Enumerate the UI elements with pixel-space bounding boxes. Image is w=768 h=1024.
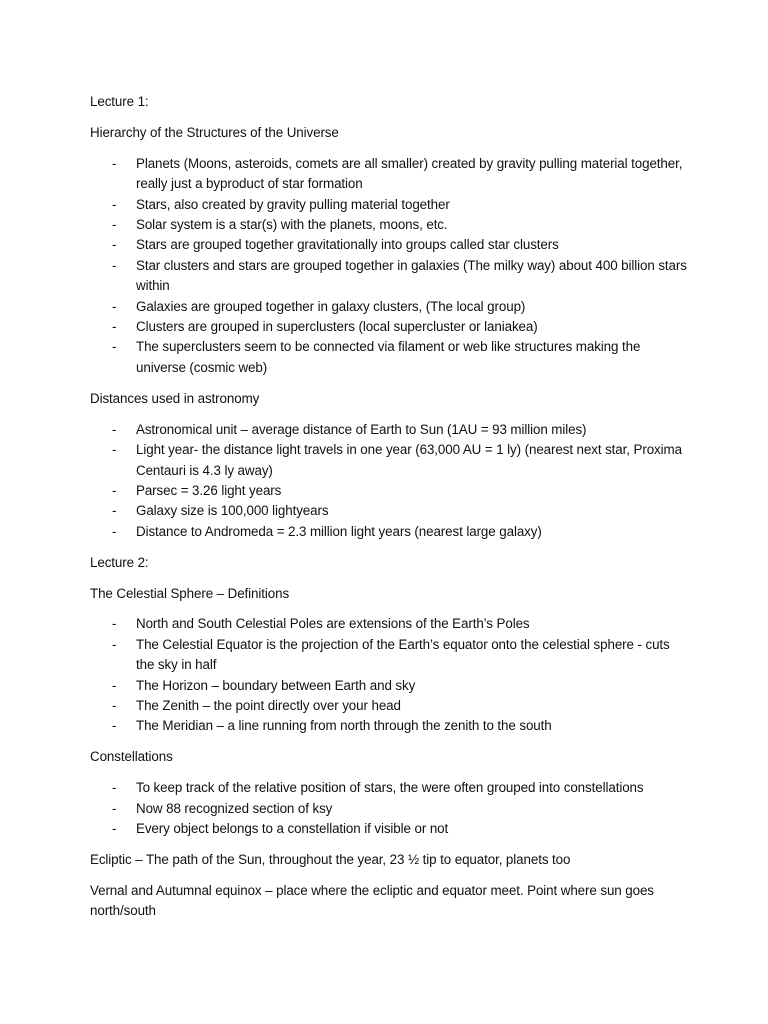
list-item-text: The Horizon – boundary between Earth and sky bbox=[136, 677, 416, 693]
list-item-text: The superclusters seem to be connected via filament or web like structures making the universe (cosmic web) bbox=[136, 339, 641, 375]
list-item bbox=[90, 235, 690, 255]
list-item-text: Parsec = 3.26 light years bbox=[136, 482, 282, 498]
dash-bullet-icon: - bbox=[112, 421, 117, 437]
list-item bbox=[90, 676, 690, 696]
bullet-list bbox=[90, 420, 690, 542]
bullet-list bbox=[90, 614, 690, 736]
paragraph: Constellations bbox=[90, 749, 173, 765]
list-item-text: Now 88 recognized section of ksy bbox=[136, 800, 333, 816]
list-item-text: Every object belongs to a constellation if visible or not bbox=[136, 821, 449, 837]
list-item bbox=[90, 696, 690, 716]
list-item bbox=[90, 215, 690, 235]
paragraph: The Celestial Sphere – Definitions bbox=[90, 585, 290, 601]
paragraph: Vernal and Autumnal equinox – place where the ecliptic and equator meet. Point where sun goes north/south bbox=[90, 882, 654, 919]
list-item bbox=[90, 154, 690, 195]
list-item bbox=[90, 522, 690, 542]
dash-bullet-icon: - bbox=[112, 503, 117, 519]
dash-bullet-icon: - bbox=[112, 442, 117, 458]
bullet-list bbox=[90, 154, 690, 378]
dash-bullet-icon: - bbox=[112, 616, 117, 632]
list-item bbox=[90, 778, 690, 798]
list-item-text: Stars are grouped together gravitationally into groups called star clusters bbox=[136, 237, 559, 253]
dash-bullet-icon: - bbox=[112, 677, 117, 693]
paragraph: Hierarchy of the Structures of the Universe bbox=[90, 124, 339, 140]
dash-bullet-icon: - bbox=[112, 523, 117, 539]
dash-bullet-icon: - bbox=[112, 319, 117, 335]
dash-bullet-icon: - bbox=[112, 237, 117, 253]
list-item-text: Distance to Andromeda = 2.3 million light years (nearest large galaxy) bbox=[136, 523, 542, 539]
dash-bullet-icon: - bbox=[112, 636, 117, 652]
list-item bbox=[90, 420, 690, 440]
dash-bullet-icon: - bbox=[112, 718, 117, 734]
paragraph: Distances used in astronomy bbox=[90, 390, 260, 406]
list-item-text: The Celestial Equator is the projection of the Earth’s equator onto the celestial sphere - cuts the sky in half bbox=[136, 636, 670, 673]
list-item-text: The Meridian – a line running from north through the zenith to the south bbox=[136, 718, 552, 734]
dash-bullet-icon: - bbox=[112, 800, 117, 816]
list-item bbox=[90, 799, 690, 819]
list-item-text: Astronomical unit – average distance of Earth to Sun (1AU = 93 million miles) bbox=[136, 421, 587, 437]
paragraph: Ecliptic – The path of the Sun, throughout the year, 23 ½ tip to equator, planets too bbox=[90, 852, 571, 867]
list-item-text: Clusters are grouped in superclusters (local supercluster or laniakea) bbox=[136, 319, 538, 335]
list-item bbox=[90, 440, 690, 481]
dash-bullet-icon: - bbox=[112, 217, 117, 233]
list-item-text: Galaxies are grouped together in galaxy clusters, (The local group) bbox=[136, 298, 526, 314]
list-item-text: Light year- the distance light travels in one year (63,000 AU = 1 ly) (nearest next star, Proxima Centauri is 4.3 ly away) bbox=[136, 442, 682, 478]
dash-bullet-icon: - bbox=[112, 698, 117, 714]
dash-bullet-icon: - bbox=[112, 339, 117, 355]
list-item-text: Star clusters and stars are grouped together in galaxies (The milky way) about 400 billion stars within bbox=[136, 257, 687, 294]
list-item bbox=[90, 614, 690, 634]
bullet-list bbox=[90, 778, 690, 839]
document-body bbox=[90, 92, 690, 932]
dash-bullet-icon: - bbox=[112, 257, 117, 273]
list-item bbox=[90, 337, 690, 378]
section-heading: Lecture 1: bbox=[90, 94, 149, 109]
section-heading: Lecture 2: bbox=[90, 554, 149, 570]
dash-bullet-icon: - bbox=[112, 780, 117, 796]
list-item bbox=[90, 317, 690, 337]
dash-bullet-icon: - bbox=[112, 298, 117, 314]
dash-bullet-icon: - bbox=[112, 821, 117, 837]
list-item-text: To keep track of the relative position of stars, the were often grouped into constellations bbox=[136, 780, 644, 796]
dash-bullet-icon: - bbox=[112, 482, 117, 498]
dash-bullet-icon: - bbox=[112, 155, 117, 171]
list-item-text: Stars, also created by gravity pulling material together bbox=[136, 196, 450, 212]
list-item-text: Solar system is a star(s) with the planets, moons, etc. bbox=[136, 217, 448, 233]
list-item-text: Planets (Moons, asteroids, comets are all smaller) created by gravity pulling material together, really just a byproduct of star formation bbox=[136, 155, 683, 192]
list-item-text: The Zenith – the point directly over your head bbox=[136, 698, 401, 714]
list-item bbox=[90, 481, 690, 501]
list-item bbox=[90, 297, 690, 317]
list-item-text: Galaxy size is 100,000 lightyears bbox=[136, 503, 329, 519]
list-item bbox=[90, 195, 690, 215]
list-item bbox=[90, 501, 690, 521]
list-item bbox=[90, 256, 690, 297]
list-item bbox=[90, 635, 690, 676]
dash-bullet-icon: - bbox=[112, 196, 117, 212]
list-item bbox=[90, 819, 690, 839]
list-item-text: North and South Celestial Poles are extensions of the Earth’s Poles bbox=[136, 616, 530, 632]
list-item bbox=[90, 716, 690, 736]
